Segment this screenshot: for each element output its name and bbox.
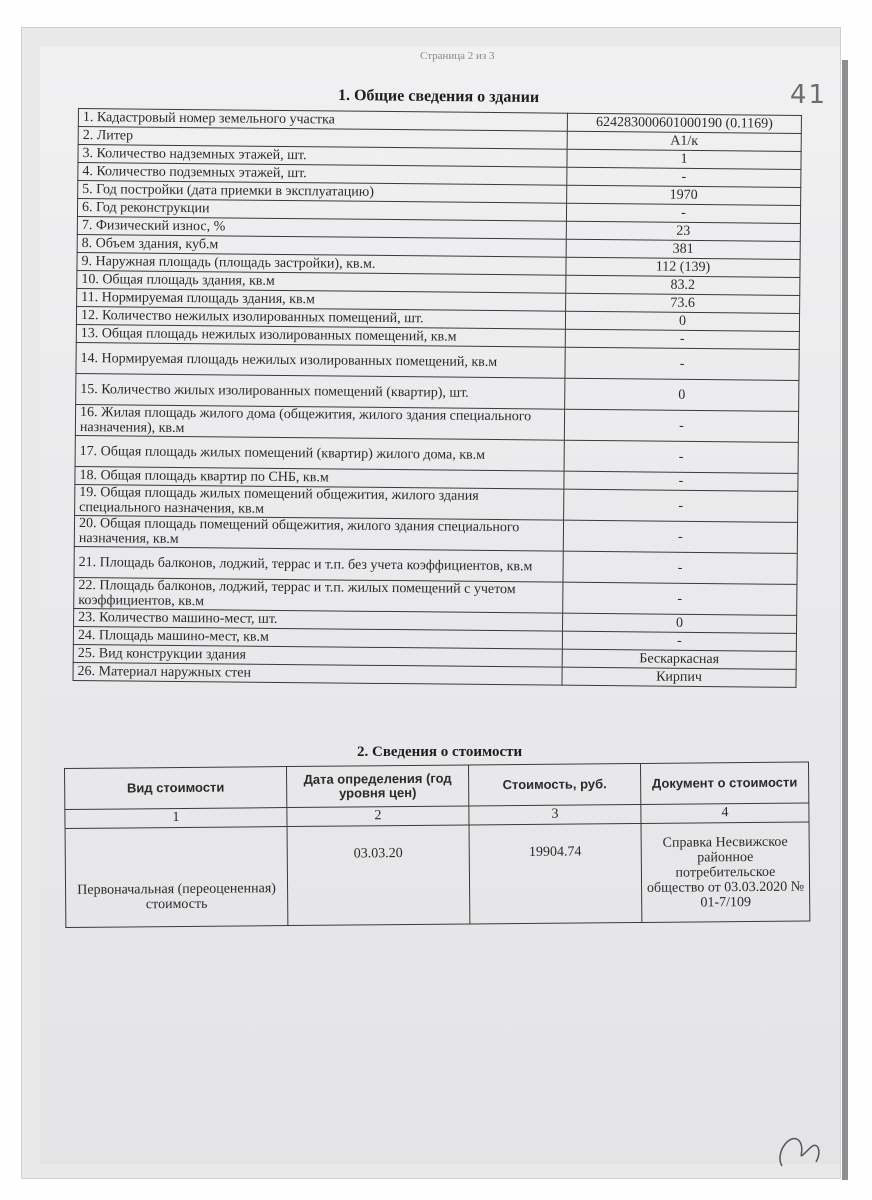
row-value: - xyxy=(565,347,799,380)
row-label: 20. Общая площадь помещений общежития, жилого здания специального назначения, кв.м xyxy=(74,515,563,551)
row-label: 3. Количество надземных этажей, шт. xyxy=(78,145,567,168)
row-value: - xyxy=(563,551,797,584)
row-label: 2. Литер xyxy=(78,127,567,150)
cost-table xyxy=(64,761,810,927)
row-label: 7. Физический износ, % xyxy=(77,216,566,239)
row-label: 26. Материал наружных стен xyxy=(73,662,562,685)
row-value: 1 xyxy=(567,149,801,169)
row-label: 21. Площадь балконов, лоджий, террас и т.п. без учета коэффициентов, кв.м xyxy=(74,546,563,582)
col-number: 4 xyxy=(641,803,809,823)
cost-document-cell: Справка Несвижское районное потребительское общество от 03.03.2020 № 01-7/109 xyxy=(641,822,810,922)
row-label: 25. Вид конструкции здания xyxy=(73,644,562,667)
row-label: 15. Количество жилых изолированных помещений (квартир), шт. xyxy=(76,373,565,409)
cost-value-cell: 19904.74 xyxy=(469,823,642,923)
general-info-table xyxy=(72,108,801,688)
row-label: 8. Объем здания, куб.м xyxy=(77,234,566,257)
row-value: 381 xyxy=(566,239,800,259)
row-value: 23 xyxy=(566,221,800,241)
row-label: 24. Площадь машино-мест, кв.м xyxy=(73,626,562,649)
row-label: 11. Нормируемая площадь здания, кв.м xyxy=(77,288,566,311)
row-value: - xyxy=(564,409,798,442)
row-value: 73.6 xyxy=(566,293,800,313)
header-document: Документ о стоимости xyxy=(640,762,808,804)
row-value: 83.2 xyxy=(566,275,800,295)
row-label: 1. Кадастровый номер земельного участка xyxy=(78,109,567,132)
row-label: 22. Площадь балконов, лоджий, террас и т.п. жилых помещений с учетом коэффициентов, кв.м xyxy=(74,577,563,613)
row-value: - xyxy=(565,329,799,349)
row-value: - xyxy=(564,489,798,522)
row-value: 0 xyxy=(565,311,799,331)
header-date: Дата определения (год уровня цен) xyxy=(286,765,468,808)
cost-header-row xyxy=(65,762,809,809)
page-number: 41 xyxy=(790,80,828,110)
header-cost: Стоимость, руб. xyxy=(468,763,640,805)
row-label: 4. Количество подземных этажей, шт. xyxy=(78,163,567,186)
col-number: 3 xyxy=(469,804,641,825)
row-value: 624283000601000190 (0.1169) xyxy=(567,113,801,133)
row-label: 23. Количество машино-мест, шт. xyxy=(74,608,563,631)
row-label: 13. Общая площадь нежилых изолированных помещений, кв.м xyxy=(76,324,565,347)
section2-title: 2. Сведения о стоимости xyxy=(357,744,523,760)
header-cost-kind: Вид стоимости xyxy=(65,767,287,810)
row-value: 112 (139) xyxy=(566,257,800,277)
row-value: - xyxy=(564,440,798,473)
row-label: 9. Наружная площадь (площадь застройки), кв.м. xyxy=(77,252,566,275)
row-value: 0 xyxy=(563,613,797,633)
row-value: 0 xyxy=(565,378,799,411)
col-number: 2 xyxy=(287,806,469,827)
row-label: 19. Общая площадь жилых помещений общежития, жилого здания специального назначения, кв.м xyxy=(75,484,564,520)
row-value: Бескаркасная xyxy=(562,649,796,669)
row-value: - xyxy=(566,203,800,223)
row-value: - xyxy=(567,167,801,187)
cost-kind-cell: Первоначальная (переоцененная) стоимость xyxy=(65,827,288,928)
row-value: - xyxy=(563,520,797,553)
row-label: 10. Общая площадь здания, кв.м xyxy=(77,270,566,293)
scan-edge xyxy=(842,60,848,1180)
row-value: - xyxy=(563,582,797,615)
row-label: 6. Год реконструкции xyxy=(77,199,566,222)
row-label: 12. Количество нежилых изолированных помещений, шт. xyxy=(76,306,565,329)
row-value: Кирпич xyxy=(562,667,796,687)
cost-date-cell: 03.03.20 xyxy=(287,825,470,926)
cost-data-row xyxy=(65,822,810,927)
section1-title: 1. Общие сведения о здании xyxy=(337,86,540,107)
row-label: 14. Нормируемая площадь нежилых изолированных помещений, кв.м xyxy=(76,342,565,378)
row-value: А1/к xyxy=(567,131,801,151)
row-label: 18. Общая площадь квартир по СНБ, кв.м xyxy=(75,466,564,489)
row-value: - xyxy=(562,631,796,651)
row-label: 16. Жилая площадь жилого дома (общежития, жилого здания специального назначения), кв.м xyxy=(75,404,564,440)
row-label: 17. Общая площадь жилых помещений (квартир) жилого дома, кв.м xyxy=(75,435,564,471)
signature-mark xyxy=(770,1122,830,1172)
row-label: 5. Год постройки (дата приемки в эксплуатацию) xyxy=(78,181,567,204)
col-number: 1 xyxy=(65,808,287,829)
row-value: 1970 xyxy=(567,185,801,205)
row-value: - xyxy=(564,471,798,491)
page-header: Страница 2 из 3 xyxy=(420,50,495,62)
